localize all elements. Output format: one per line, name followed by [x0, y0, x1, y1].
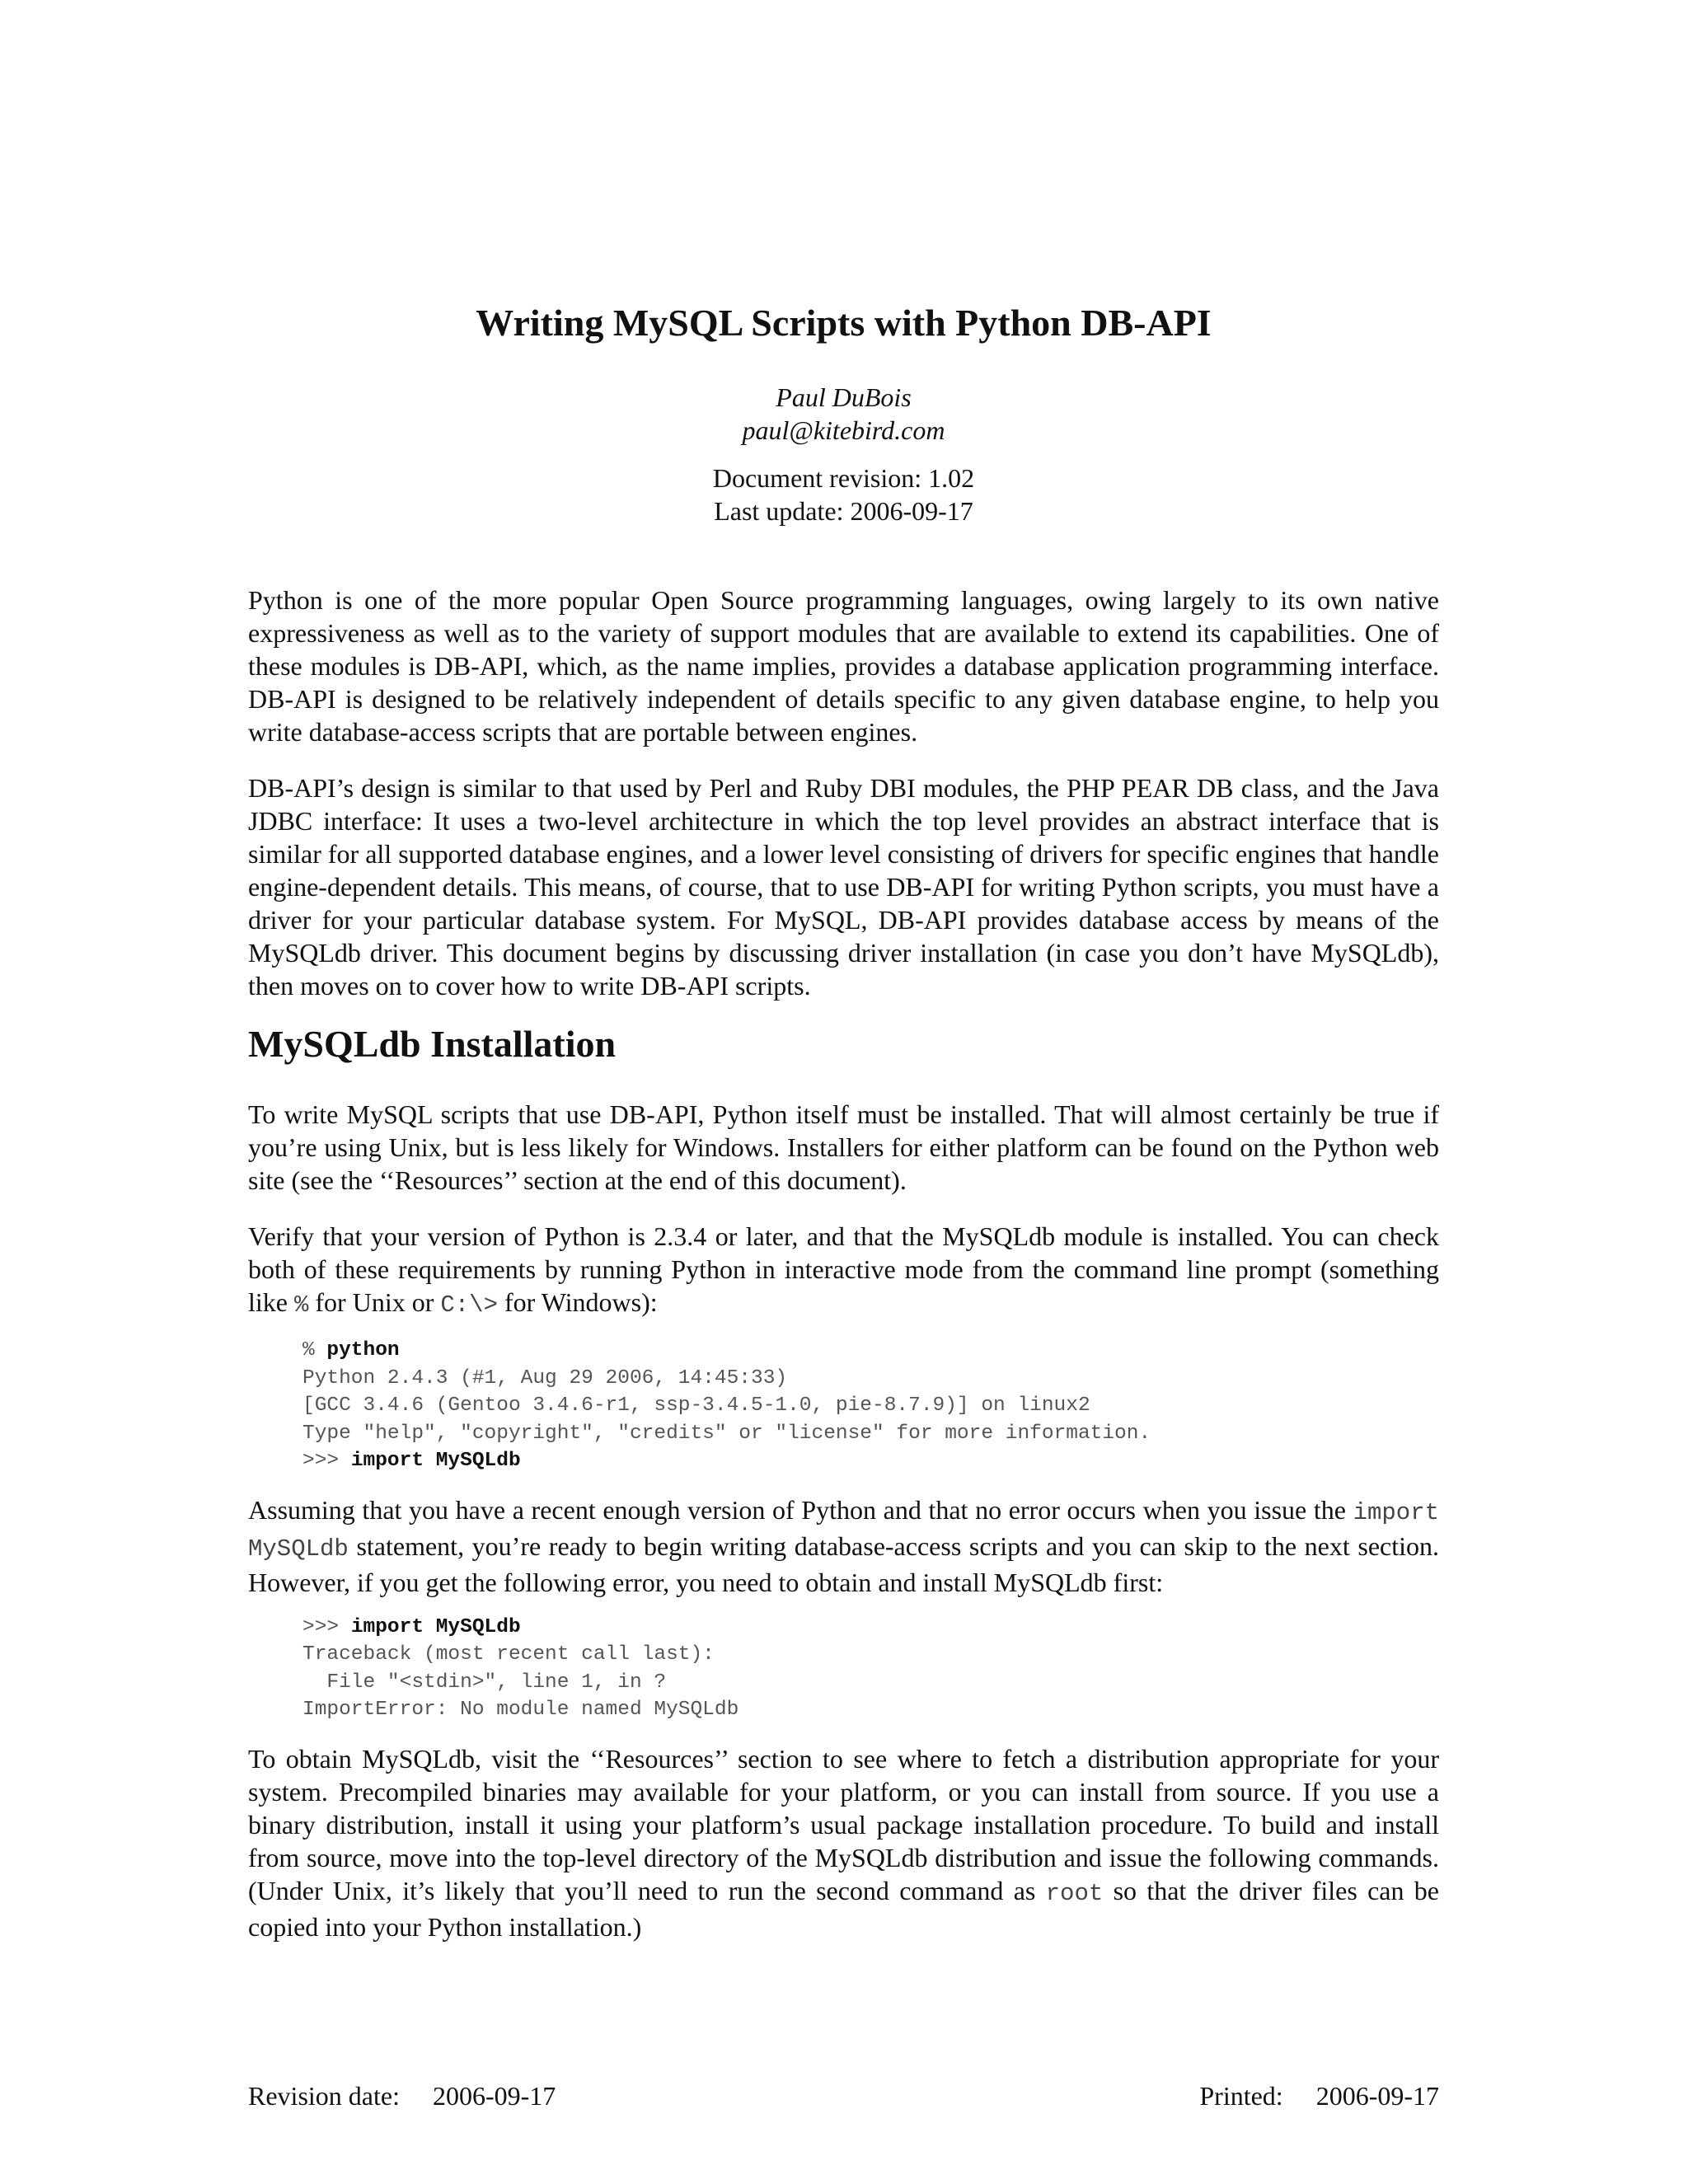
last-update: Last update: 2006-09-17	[714, 496, 973, 526]
text-run: Verify that your version of Python is 2.3.4 or later, and that the MySQLdb module is installed. You can check both of these requirements by running Python in interactive mode from the command line prompt (something like	[248, 1221, 1439, 1317]
author-email: paul@kitebird.com	[742, 415, 945, 445]
code-output: File "<stdin>", line 1, in ?	[302, 1671, 667, 1694]
code-output: Python 2.4.3 (#1, Aug 29 2006, 14:45:33)	[302, 1366, 788, 1390]
code-output: [GCC 3.4.6 (Gentoo 3.4.6-r1, ssp-3.4.5-1.0, pie-8.7.9)] on linux2	[302, 1394, 1090, 1417]
text-run: so that the driver files can be copied into your Python installation.)	[248, 1875, 1439, 1942]
code-command: python	[326, 1339, 400, 1361]
inline-code: C:\>	[440, 1291, 498, 1319]
text-run: for Windows):	[497, 1287, 658, 1317]
document-title: Writing MySQL Scripts with Python DB-API	[476, 302, 1212, 344]
code-prompt: >>>	[302, 1615, 351, 1638]
code-command: import MySQLdb	[350, 1450, 521, 1472]
inline-code: root	[1045, 1879, 1104, 1907]
code-command: import MySQLdb	[350, 1615, 521, 1638]
author-name: Paul DuBois	[776, 382, 912, 412]
inline-code: import MySQLdb	[248, 1498, 1439, 1563]
revision-info	[248, 462, 1439, 527]
byline	[248, 381, 1439, 447]
code-prompt: %	[302, 1339, 327, 1361]
install-paragraph-2	[248, 1220, 1439, 1322]
code-prompt: >>>	[302, 1450, 351, 1472]
intro-paragraph-2: DB-API’s design is similar to that used by Perl and Ruby DBI modules, the PHP PEAR DB class, and the Java JDBC interface: It uses a two-level architecture in which the top level provides an abstract interface that is similar for all supported database engines, and a lower level consisting of drivers for specific engines that handle engine-dependent details. This means, of course, that to use DB-API for writing Python scripts, you must have a driver for your particular database system. For MySQL, DB-API provides database access by means of the MySQLdb driver. This document begins by discussing driver installation (in case you don’t have MySQLdb), then moves on to cover how to write DB-API scripts.	[248, 773, 1439, 1001]
code-block-python-session	[302, 1337, 1439, 1475]
inline-code: %	[293, 1291, 309, 1319]
document-body	[248, 298, 1439, 1943]
text-run: To obtain MySQLdb, visit the ‘‘Resources’’ section to see where to fetch a distribution appropriate for your system. Precompiled binaries may available for your platform, or you can install from source. If you use a binary distribution, install it using your platform’s usual package installation procedure. To build and install from source, move into the top-level directory of the MySQLdb distribution and issue the following commands. (Under Unix, it’s likely that you’ll need to run the second command as	[248, 1743, 1439, 1905]
footer-label: Revision date:	[248, 2081, 400, 2111]
install-paragraph-1: To write MySQL scripts that use DB-API, Python itself must be installed. That will almost certainly be true if you’re using Unix, but is less likely for Windows. Installers for either platform can be found on the Python web site (see the ‘‘Resources’’ section at the end of this document).	[248, 1099, 1439, 1195]
install-paragraph-3	[248, 1493, 1439, 1599]
install-paragraph-4	[248, 1742, 1439, 1943]
intro-paragraph-1: Python is one of the more popular Open Source programming languages, owing largely to its own native expressiveness as well as to the variety of support modules that are available to extend its capabilities. One of these modules is DB-API, which, as the name implies, provides a database application programming interface. DB-API is designed to be relatively independent of details specific to any given database engine, to help you write database-access scripts that are portable between engines.	[248, 585, 1439, 747]
document-revision: Document revision: 1.02	[712, 463, 975, 493]
code-output: Type "help", "copyright", "credits" or "license" for more information.	[302, 1422, 1151, 1445]
code-output: Traceback (most recent call last):	[302, 1643, 715, 1666]
footer-value: 2006-09-17	[1315, 2081, 1439, 2111]
text-run: statement, you’re ready to begin writing database-access scripts and you can skip to the next section. However, if you get the following error, you need to obtain and install MySQLdb first:	[248, 1530, 1439, 1597]
footer-printed-date	[1199, 2079, 1439, 2112]
code-block-import-error	[302, 1614, 1439, 1724]
footer-value: 2006-09-17	[432, 2081, 556, 2111]
text-run: for Unix or	[308, 1287, 441, 1317]
text-run: Assuming that you have a recent enough version of Python and that no error occurs when you issue the	[248, 1494, 1353, 1525]
footer-label: Printed:	[1199, 2081, 1283, 2111]
section-heading: MySQLdb Installation	[248, 1023, 617, 1065]
footer-revision-date	[248, 2079, 556, 2112]
code-output: ImportError: No module named MySQLdb	[302, 1699, 739, 1721]
